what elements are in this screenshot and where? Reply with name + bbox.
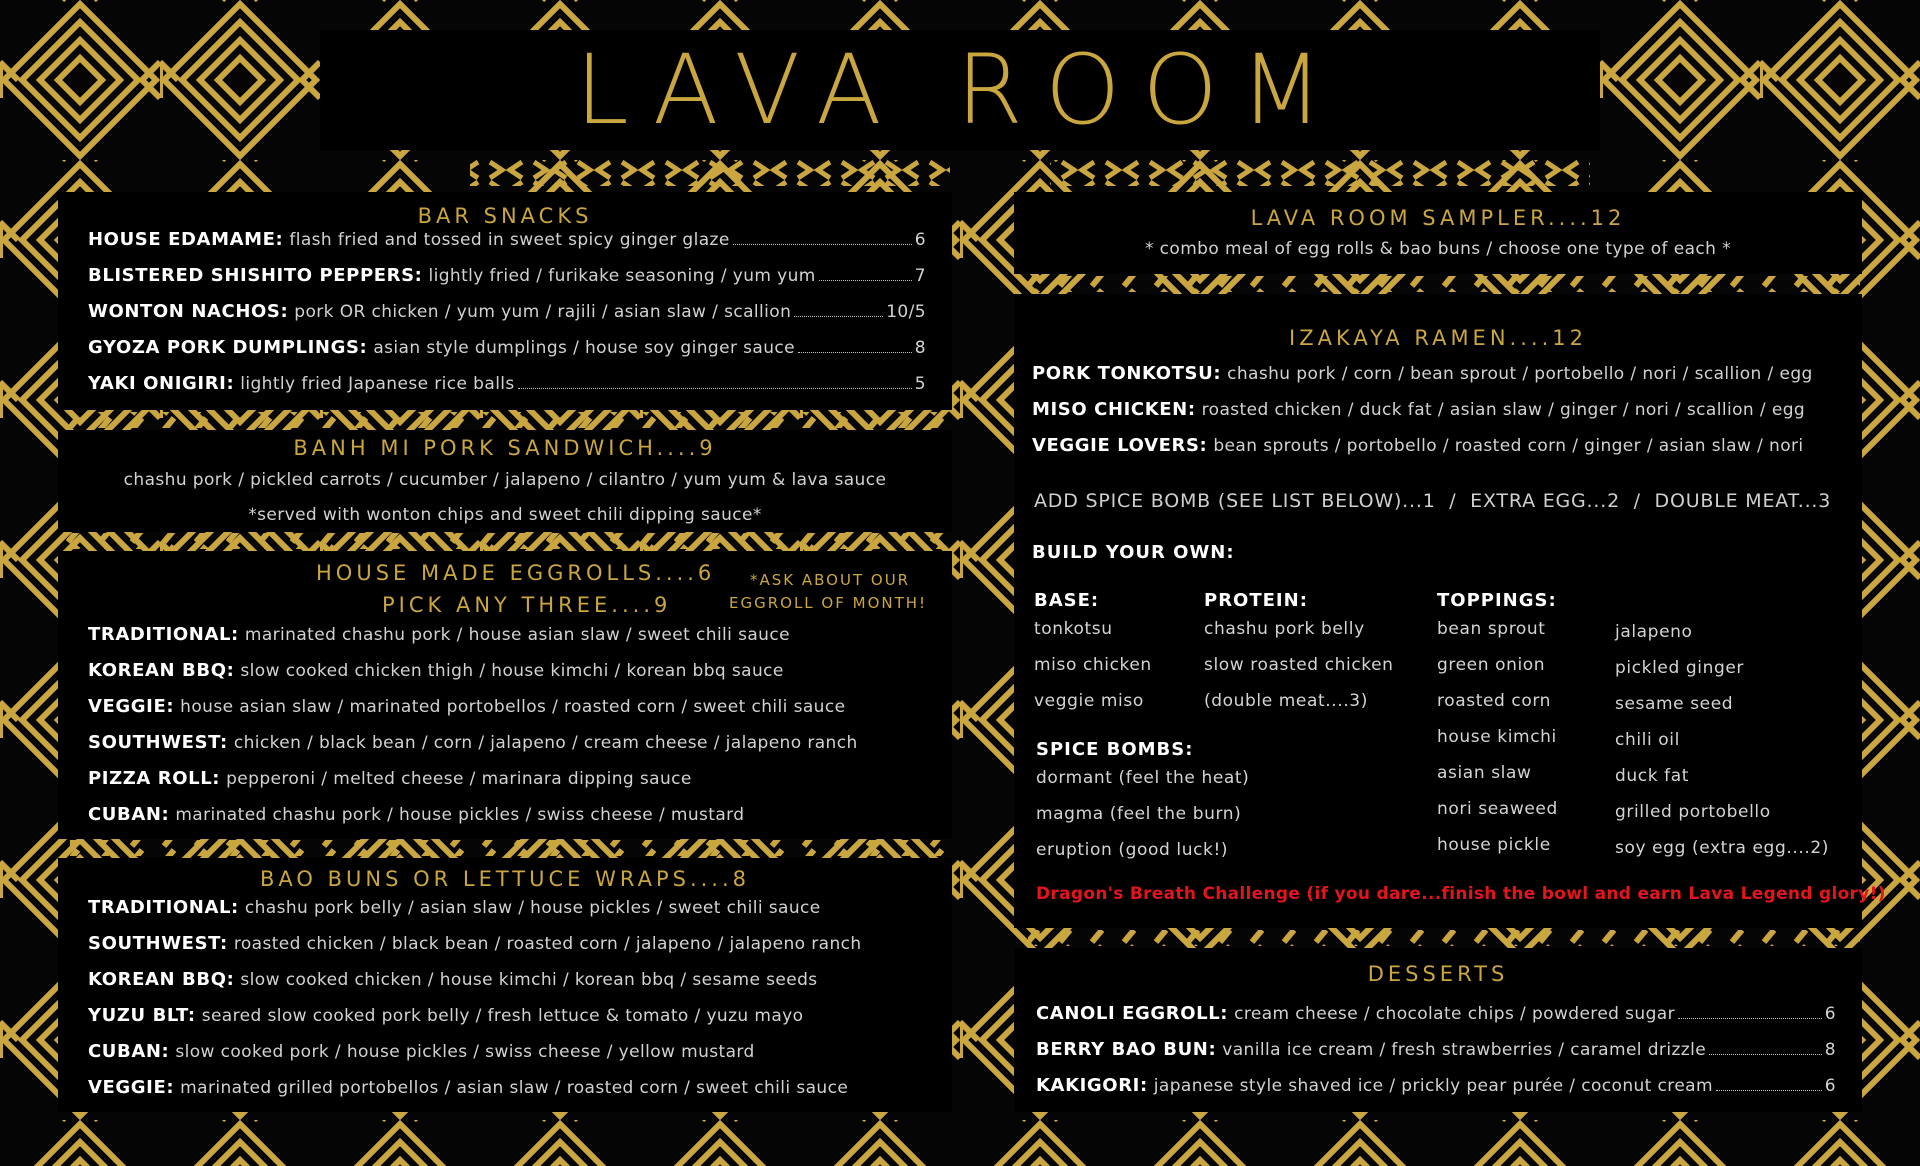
item-price: 5: [914, 374, 926, 394]
item-description: bean sprouts / portobello / roasted corn / ginger / asian slaw / nori: [1213, 436, 1804, 456]
eggrolls-list: [88, 625, 858, 841]
item-price: 8: [1824, 1040, 1836, 1060]
list-item: jalapeno: [1615, 622, 1693, 642]
item-description: slow cooked pork / house pickles / swiss cheese / yellow mustard: [175, 1042, 755, 1062]
list-item: house pickle: [1437, 835, 1551, 855]
item-name: MISO CHICKEN:: [1032, 399, 1196, 420]
eggroll-of-month-note-2: EGGROLL OF MONTH!: [729, 594, 928, 612]
menu-item: [88, 661, 858, 697]
item-name: WONTON NACHOS:: [88, 301, 289, 322]
banh-mi-header: BANH MI PORK SANDWICH....9: [293, 436, 717, 460]
menu-item: [88, 970, 862, 1006]
item-price: 10/5: [886, 302, 926, 322]
list-item: magma (feel the burn): [1036, 804, 1242, 824]
item-name: PORK TONKOTSU:: [1032, 363, 1222, 384]
banh-mi-panel: [58, 430, 952, 532]
item-name: YAKI ONIGIRI:: [88, 373, 235, 394]
item-name: KAKIGORI:: [1036, 1075, 1148, 1096]
ramen-addons: ADD SPICE BOMB (SEE LIST BELOW)...1 / EXTRA EGG...2 / DOUBLE MEAT...3: [1034, 490, 1832, 512]
desserts-panel: [1014, 948, 1862, 1112]
item-name: SOUTHWEST:: [88, 933, 228, 954]
bar-snacks-header: BAR SNACKS: [417, 204, 593, 228]
sampler-description: * combo meal of egg rolls & bao buns / choose one type of each *: [1144, 239, 1732, 259]
list-item: (double meat....3): [1204, 691, 1368, 711]
item-description: house asian slaw / marinated portobellos / roasted corn / sweet chili sauce: [180, 697, 846, 717]
spice-bombs-title: SPICE BOMBS:: [1036, 739, 1194, 760]
menu-item: [1036, 1040, 1836, 1076]
item-name: TRADITIONAL:: [88, 897, 239, 918]
list-item: eruption (good luck!): [1036, 840, 1229, 860]
item-description: pepperoni / melted cheese / marinara dipping sauce: [226, 769, 692, 789]
dot-leader: [798, 351, 912, 353]
item-description: roasted chicken / duck fat / asian slaw / ginger / nori / scallion / egg: [1201, 400, 1806, 420]
bao-header: BAO BUNS OR LETTUCE WRAPS....8: [259, 867, 751, 891]
protein-title: PROTEIN:: [1204, 590, 1308, 611]
item-description: chashu pork / corn / bean sprout / portobello / nori / scallion / egg: [1227, 364, 1813, 384]
item-description: lightly fried / furikake seasoning / yum yum: [428, 266, 816, 286]
dragons-breath-challenge: Dragon's Breath Challenge (if you dare...finish the bowl and earn Lava Legend glory!): [1036, 884, 1886, 904]
dot-leader: [1678, 1017, 1822, 1019]
menu-item: [88, 934, 862, 970]
list-item: chili oil: [1615, 730, 1680, 750]
menu-item: [1032, 436, 1813, 472]
ramen-list: [1032, 364, 1813, 472]
list-item: green onion: [1437, 655, 1546, 675]
dot-leader: [1709, 1053, 1822, 1055]
item-description: slow cooked chicken thigh / house kimchi / korean bbq sauce: [240, 661, 784, 681]
desserts-list: [1036, 1004, 1836, 1112]
dot-leader: [733, 243, 912, 245]
item-price: 7: [914, 266, 926, 286]
menu-item: [1036, 1076, 1836, 1112]
list-item: chashu pork belly: [1204, 619, 1365, 639]
list-item: pickled ginger: [1615, 658, 1745, 678]
item-name: CANOLI EGGROLL:: [1036, 1003, 1229, 1024]
menu-item: [1036, 1004, 1836, 1040]
menu-item: [88, 805, 858, 841]
item-description: asian style dumplings / house soy ginger sauce: [373, 338, 795, 358]
item-name: CUBAN:: [88, 1041, 170, 1062]
list-item: house kimchi: [1437, 727, 1557, 747]
eggrolls-panel: [58, 551, 952, 839]
menu-item: [88, 338, 926, 374]
menu-item: [88, 266, 926, 302]
item-description: lightly fried Japanese rice balls: [240, 374, 515, 394]
bar-snacks-panel: [58, 192, 952, 410]
list-item: soy egg (extra egg....2): [1615, 838, 1830, 858]
menu-item: [88, 697, 858, 733]
sampler-header: LAVA ROOM SAMPLER....12: [1250, 206, 1626, 230]
base-title: BASE:: [1034, 590, 1100, 611]
item-name: VEGGIE:: [88, 1077, 175, 1098]
item-price: 6: [1824, 1004, 1836, 1024]
toppings-column-2: [1615, 620, 1829, 866]
list-item: miso chicken: [1034, 655, 1152, 675]
item-description: cream cheese / chocolate chips / powdered sugar: [1234, 1004, 1675, 1024]
list-item: sesame seed: [1615, 694, 1734, 714]
item-description: chashu pork belly / asian slaw / house pickles / sweet chili sauce: [244, 898, 821, 918]
bao-panel: [58, 858, 952, 1112]
item-description: slow cooked chicken / house kimchi / korean bbq / sesame seeds: [240, 970, 818, 990]
menu-item: [88, 898, 862, 934]
ramen-header: IZAKAYA RAMEN....12: [1289, 326, 1587, 350]
item-name: TRADITIONAL:: [88, 624, 239, 645]
item-name: HOUSE EDAMAME:: [88, 229, 284, 250]
list-item: tonkotsu: [1034, 619, 1113, 639]
item-price: 6: [914, 230, 926, 250]
list-item: roasted corn: [1437, 691, 1552, 711]
item-name: KOREAN BBQ:: [88, 660, 235, 681]
sampler-panel: [1014, 192, 1862, 274]
list-item: veggie miso: [1034, 691, 1144, 711]
spice-bombs-column: [1036, 739, 1249, 868]
menu-item: [88, 769, 858, 805]
build-your-own-title: BUILD YOUR OWN:: [1032, 542, 1235, 563]
list-item: duck fat: [1615, 766, 1690, 786]
menu-item: [88, 625, 858, 661]
item-name: BERRY BAO BUN:: [1036, 1039, 1217, 1060]
item-name: CUBAN:: [88, 804, 170, 825]
item-description: chicken / black bean / corn / jalapeno / cream cheese / jalapeno ranch: [233, 733, 858, 753]
menu-item: [88, 1042, 862, 1078]
item-price: 6: [1824, 1076, 1836, 1096]
list-item: asian slaw: [1437, 763, 1532, 783]
dot-leader: [819, 279, 912, 281]
desserts-header: DESSERTS: [1367, 962, 1509, 986]
eggroll-of-month-note-1: *ASK ABOUT OUR: [750, 571, 911, 589]
item-description: marinated grilled portobellos / asian slaw / roasted corn / sweet chili sauce: [180, 1078, 849, 1098]
item-name: VEGGIE LOVERS:: [1032, 435, 1208, 456]
item-description: marinated chashu pork / house asian slaw / sweet chili sauce: [244, 625, 790, 645]
dot-leader: [518, 387, 912, 389]
menu-item: [88, 733, 858, 769]
dot-leader: [794, 315, 883, 317]
restaurant-title: LAVA ROOM: [320, 30, 1600, 150]
item-description: vanilla ice cream / fresh strawberries / caramel drizzle: [1222, 1040, 1707, 1060]
item-description: flash fried and tossed in sweet spicy ginger glaze: [289, 230, 730, 250]
banh-mi-ingredients: chashu pork / pickled carrots / cucumber / jalapeno / cilantro / yum yum & lava sauce: [123, 470, 887, 490]
item-name: GYOZA PORK DUMPLINGS:: [88, 337, 368, 358]
item-description: roasted chicken / black bean / roasted corn / jalapeno / jalapeno ranch: [233, 934, 862, 954]
menu-item: [88, 1078, 862, 1114]
eggrolls-header: HOUSE MADE EGGROLLS....6: [316, 561, 716, 585]
list-item: grilled portobello: [1615, 802, 1771, 822]
toppings-column: [1437, 590, 1558, 863]
item-name: KOREAN BBQ:: [88, 969, 235, 990]
list-item: nori seaweed: [1437, 799, 1558, 819]
protein-column: [1204, 590, 1394, 719]
eggrolls-pick-three: PICK ANY THREE....9: [382, 593, 672, 617]
menu-item: [88, 230, 926, 266]
list-item: dormant (feel the heat): [1036, 768, 1250, 788]
toppings-title: TOPPINGS:: [1437, 590, 1557, 611]
bar-snacks-list: [88, 230, 983, 410]
base-column: [1034, 590, 1152, 719]
dot-leader: [1716, 1089, 1822, 1091]
menu-item: [88, 302, 926, 338]
item-price: 8: [914, 338, 926, 358]
item-description: japanese style shaved ice / prickly pear purée / coconut cream: [1153, 1076, 1713, 1096]
item-name: SOUTHWEST:: [88, 732, 228, 753]
bao-list: [88, 898, 862, 1114]
item-description: seared slow cooked pork belly / fresh lettuce & tomato / yuzu mayo: [201, 1006, 804, 1026]
item-description: marinated chashu pork / house pickles / swiss cheese / mustard: [175, 805, 745, 825]
banh-mi-note: *served with wonton chips and sweet chili dipping sauce*: [248, 505, 762, 525]
list-item: slow roasted chicken: [1204, 655, 1394, 675]
menu-item: [1032, 400, 1813, 436]
menu-item: [88, 1006, 862, 1042]
list-item: bean sprout: [1437, 619, 1546, 639]
ramen-panel: [1014, 294, 1886, 928]
item-name: VEGGIE:: [88, 696, 175, 717]
item-name: YUZU BLT:: [88, 1005, 196, 1026]
menu-item: [1032, 364, 1813, 400]
item-name: BLISTERED SHISHITO PEPPERS:: [88, 265, 423, 286]
item-name: PIZZA ROLL:: [88, 768, 221, 789]
menu-item: [88, 374, 926, 410]
item-description: pork OR chicken / yum yum / rajili / asian slaw / scallion: [294, 302, 792, 322]
